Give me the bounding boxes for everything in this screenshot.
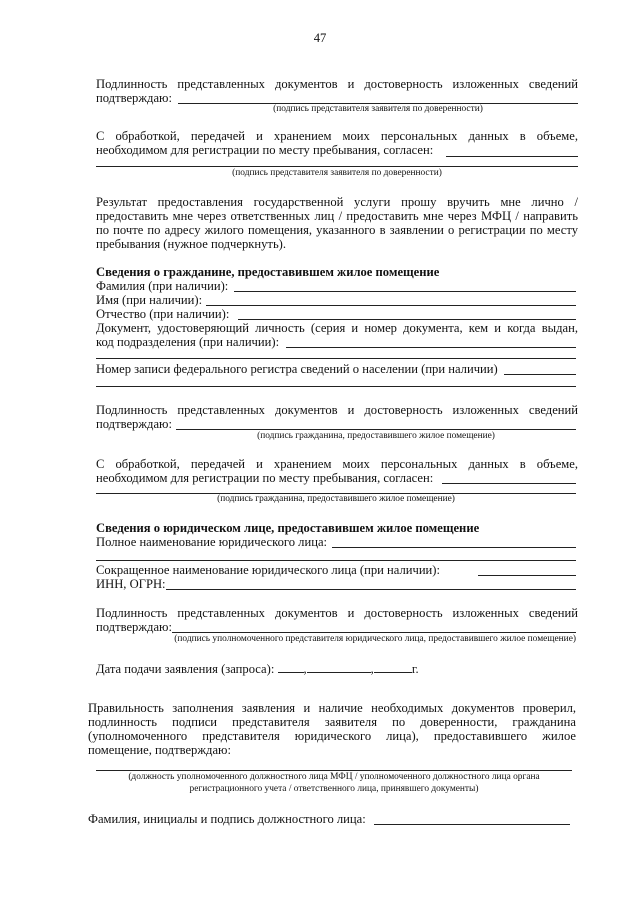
citizen-surname-field[interactable] <box>234 291 576 292</box>
legal-confirm-signature-line[interactable] <box>172 632 576 633</box>
citizen-name-label: Имя (при наличии): <box>96 293 203 307</box>
applicant-consent-signature-line[interactable] <box>96 166 578 167</box>
citizen-consent-caption: (подпись гражданина, предоставившего жилое помещение) <box>217 494 455 504</box>
citizen-patronymic-label: Отчество (при наличии): <box>96 307 230 321</box>
legal-inn-label: ИНН, ОГРН: <box>96 577 166 591</box>
citizen-confirm-text-2: подтверждаю: <box>96 417 172 431</box>
citizen-confirm-text: Подлинность представленных документов и достоверность изложенных сведений <box>96 403 578 417</box>
date-suffix: г. <box>411 662 419 676</box>
applicant-consent-text-2: необходимом для регистрации по месту пребывания, согласен: <box>96 143 434 157</box>
legal-confirm-text: Подлинность представленных документов и достоверность изложенных сведений <box>96 606 578 620</box>
citizen-patronymic-field[interactable] <box>238 319 576 320</box>
citizen-consent-text-2: необходимом для регистрации по месту пребывания, согласен: <box>96 471 434 485</box>
citizen-confirm-caption: (подпись гражданина, предоставившего жилое помещение) <box>257 431 495 441</box>
citizen-consent-text: С обработкой, передачей и хранением моих персональных данных в объеме, <box>96 457 578 471</box>
legal-inn-field[interactable] <box>166 589 576 590</box>
official-check-text-4: помещение, подтверждаю: <box>88 743 231 757</box>
citizen-registry-label: Номер записи федерального регистра сведений о населении (при наличии) <box>96 362 498 376</box>
date-year-field[interactable] <box>374 661 412 673</box>
official-position-line[interactable] <box>96 770 572 771</box>
citizen-document-text-2: код подразделения (при наличии): <box>96 335 280 349</box>
citizen-surname-label: Фамилия (при наличии): <box>96 279 229 293</box>
applicant-confirm-text-2: подтверждаю: <box>96 91 172 105</box>
legal-short-name-field[interactable] <box>478 575 576 576</box>
citizen-consent-signature-field[interactable] <box>442 483 576 484</box>
citizen-document-field-2[interactable] <box>96 358 576 359</box>
official-check-text-2: подлинность подписи представителя заявителя по доверенности, гражданина <box>88 715 576 729</box>
applicant-confirm-text: Подлинность представленных документов и достоверность изложенных сведений <box>96 77 578 91</box>
citizen-section-heading: Сведения о гражданине, предоставившем жилое помещение <box>96 265 440 279</box>
legal-section-heading: Сведения о юридическом лице, предоставившем жилое помещение <box>96 521 480 535</box>
applicant-consent-signature-field[interactable] <box>446 156 578 157</box>
date-label: Дата подачи заявления (запроса): <box>96 662 275 676</box>
official-signature-field[interactable] <box>374 824 570 825</box>
citizen-document-text: Документ, удостоверяющий личность (серия и номер документа, кем и когда выдан, <box>96 321 578 335</box>
legal-full-name-field[interactable] <box>332 547 576 548</box>
applicant-consent-text: С обработкой, передачей и хранением моих персональных данных в объеме, <box>96 129 578 143</box>
legal-short-name-label: Сокращенное наименование юридического лица (при наличии): <box>96 563 440 577</box>
citizen-registry-field-2[interactable] <box>96 386 576 387</box>
citizen-confirm-signature-line[interactable] <box>176 429 576 430</box>
citizen-document-field[interactable] <box>286 347 576 348</box>
legal-confirm-text-2: подтверждаю: <box>96 620 172 634</box>
official-position-caption-1: (должность уполномоченного должностного лица МФЦ / уполномоченного должностного лица органа <box>128 772 540 782</box>
date-month-field[interactable] <box>307 661 371 673</box>
legal-full-name-field-2[interactable] <box>96 560 576 561</box>
result-delivery-text-3: по почте по адресу жилого помещения, указанного в заявлении о регистрации по месту <box>96 223 578 237</box>
applicant-consent-caption: (подпись представителя заявителя по доверенности) <box>232 168 442 178</box>
result-delivery-text-2: предоставить мне через ответственных лиц / предоставить мне через МФЦ / направить <box>96 209 578 223</box>
applicant-confirm-caption: (подпись представителя заявителя по доверенности) <box>273 104 483 114</box>
official-check-text-3: (уполномоченного представителя юридического лица), предоставившего жилое <box>88 729 576 743</box>
official-check-text-1: Правильность заполнения заявления и наличие необходимых документов проверил, <box>88 701 576 715</box>
date-day-field[interactable] <box>278 661 304 673</box>
page-number: 47 <box>313 31 327 45</box>
citizen-registry-field[interactable] <box>504 374 576 375</box>
result-delivery-text-1: Результат предоставления государственной услуги прошу вручить мне лично / <box>96 195 578 209</box>
official-position-caption-2: регистрационного учета / ответственного лица, принявшего документы) <box>189 784 479 794</box>
legal-full-name-label: Полное наименование юридического лица: <box>96 535 328 549</box>
date-row: Дата подачи заявления (запроса): , , г. <box>96 662 419 676</box>
legal-confirm-caption: (подпись уполномоченного представителя юридического лица, предоставившего жилое помещение) <box>174 634 576 644</box>
official-signature-label: Фамилия, инициалы и подпись должностного лица: <box>88 812 366 826</box>
result-delivery-text-4: пребывания (нужное подчеркнуть). <box>96 237 287 251</box>
citizen-name-field[interactable] <box>206 305 576 306</box>
